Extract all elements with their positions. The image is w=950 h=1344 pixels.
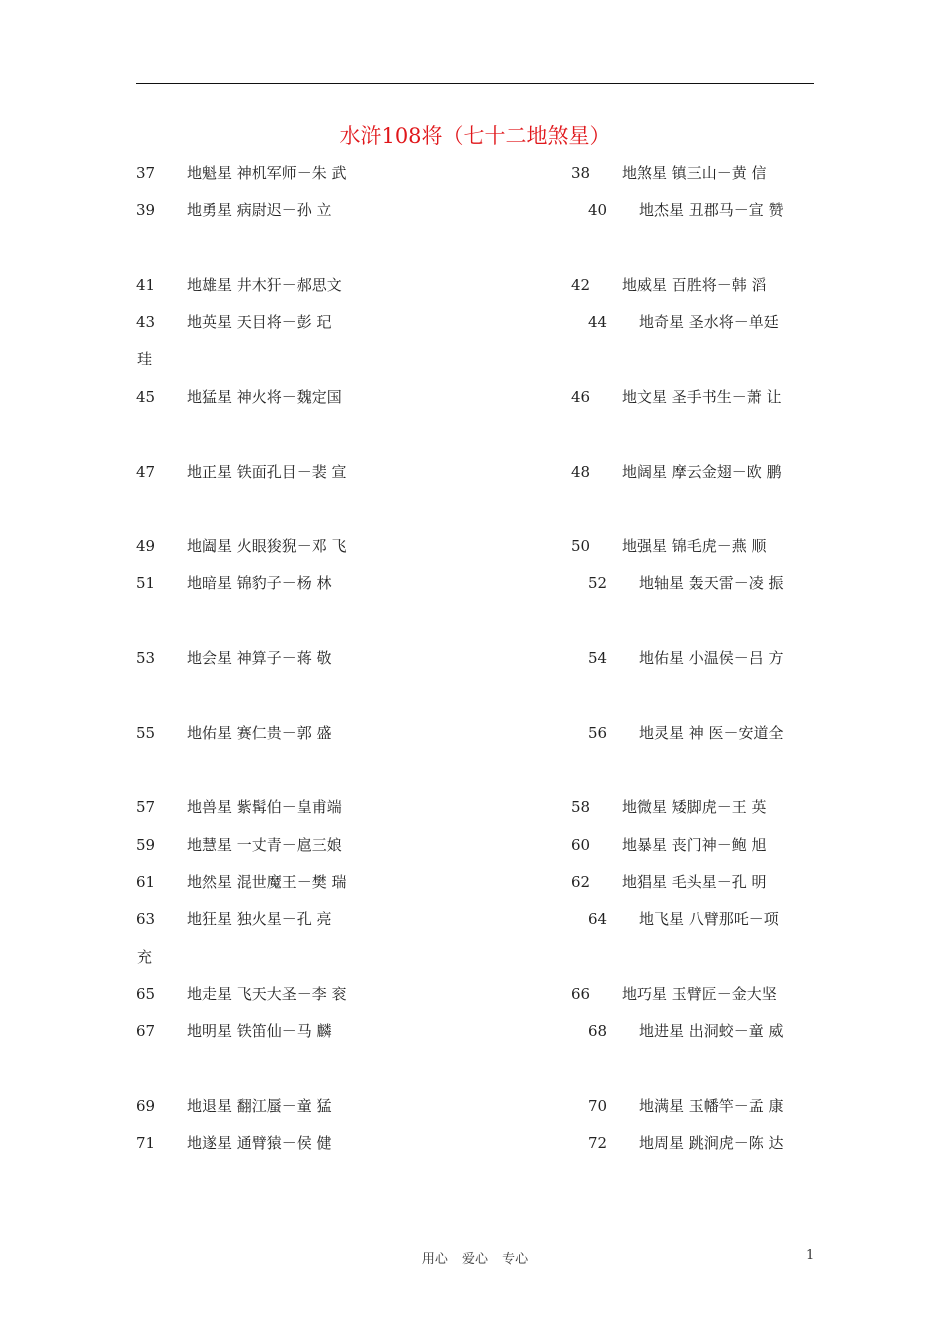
entry-text: 地然星 混世魔王－樊 瑞 (187, 873, 347, 891)
entry-44 (588, 312, 779, 332)
entry-46 (571, 387, 782, 407)
entry-number: 60 (571, 836, 591, 854)
entry-number: 72 (588, 1134, 608, 1152)
entry-text: 地满星 玉幡竿－孟 康 (639, 1097, 784, 1115)
entry-54 (588, 648, 784, 668)
entry-39 (136, 200, 332, 220)
entry-45 (136, 387, 342, 407)
entry-text: 地明星 铁笛仙－马 麟 (187, 1022, 332, 1040)
entry-51 (136, 573, 332, 593)
entry-number: 39 (136, 201, 156, 219)
page-title: 水浒108将（七十二地煞星） (339, 124, 611, 148)
entry-number: 56 (588, 724, 608, 742)
entry-number: 59 (136, 836, 156, 854)
entry-text: 地佑星 赛仁贵－郭 盛 (187, 724, 332, 742)
entry-number: 66 (571, 985, 591, 1003)
entry-text: 地杰星 丑郡马－宣 赞 (639, 201, 784, 219)
entry-71 (136, 1133, 332, 1153)
entry-text: 地正星 铁面孔目－裴 宣 (187, 463, 347, 481)
entry-37 (136, 163, 347, 183)
entry-65 (136, 984, 347, 1004)
entry-59 (136, 835, 342, 855)
entry-text: 地猖星 毛头星－孔 明 (622, 873, 767, 891)
entry-70 (588, 1096, 784, 1116)
entry-text: 地英星 天目将－彭 玘 (187, 313, 332, 331)
entry-number: 67 (136, 1022, 156, 1040)
entry-text: 地走星 飞天大圣－李 衮 (187, 985, 347, 1003)
entry-68 (588, 1021, 784, 1041)
entry-number: 68 (588, 1022, 608, 1040)
entry-number: 37 (136, 164, 156, 182)
header-rule (136, 83, 814, 84)
entry-text: 地兽星 紫髯伯－皇甫端 (187, 798, 342, 816)
entry-40 (588, 200, 784, 220)
entry-66 (571, 984, 777, 1004)
entry-67 (136, 1021, 332, 1041)
entry-50 (571, 536, 767, 556)
entry-text: 地勇星 病尉迟－孙 立 (187, 201, 332, 219)
entry-number: 49 (136, 537, 156, 555)
entry-57 (136, 797, 342, 817)
entry-47 (136, 462, 347, 482)
entry-text: 地会星 神算子－蒋 敬 (187, 649, 332, 667)
entry-text: 地轴星 轰天雷－凌 振 (639, 574, 784, 592)
entry-56 (588, 723, 784, 743)
entry-number: 64 (588, 910, 608, 928)
entry-number: 41 (136, 276, 156, 294)
entry-text: 地强星 锦毛虎－燕 顺 (622, 537, 767, 555)
entry-text: 地阔星 摩云金翅－欧 鹏 (622, 463, 782, 481)
entry-38 (571, 163, 767, 183)
wrapped-char: 珪 (137, 350, 153, 368)
entry-number: 54 (588, 649, 608, 667)
entry-text: 地周星 跳涧虎－陈 达 (639, 1134, 784, 1152)
entry-49 (136, 536, 347, 556)
entry-text: 地猛星 神火将－魏定国 (187, 388, 342, 406)
entry-number: 69 (136, 1097, 156, 1115)
entry-69 (136, 1096, 332, 1116)
entry-number: 55 (136, 724, 156, 742)
entry-62 (571, 872, 767, 892)
entry-number: 71 (136, 1134, 156, 1152)
entry-text: 地进星 出洞蛟－童 威 (639, 1022, 784, 1040)
entry-43 (136, 312, 332, 332)
wrapped-char: 充 (137, 948, 153, 966)
entry-number: 61 (136, 873, 156, 891)
entry-number: 45 (136, 388, 156, 406)
entry-number: 53 (136, 649, 156, 667)
entry-72 (588, 1133, 784, 1153)
entry-number: 63 (136, 910, 156, 928)
entry-41 (136, 275, 342, 295)
entry-text: 地暗星 锦豹子－杨 林 (187, 574, 332, 592)
entry-text: 地佑星 小温侯－吕 方 (639, 649, 784, 667)
entry-number: 52 (588, 574, 608, 592)
entry-55 (136, 723, 332, 743)
entry-53 (136, 648, 332, 668)
entry-text: 地阖星 火眼狻猊－邓 飞 (187, 537, 347, 555)
entry-text: 地煞星 镇三山－黄 信 (622, 164, 767, 182)
entry-number: 57 (136, 798, 156, 816)
entry-number: 46 (571, 388, 591, 406)
entry-text: 地暴星 丧门神－鲍 旭 (622, 836, 767, 854)
entry-number: 44 (588, 313, 608, 331)
entry-text: 地雄星 井木犴－郝思文 (187, 276, 342, 294)
entry-text: 地文星 圣手书生－萧 让 (622, 388, 782, 406)
entry-number: 48 (571, 463, 591, 481)
entry-60 (571, 835, 767, 855)
entry-42 (571, 275, 767, 295)
entry-text: 地巧星 玉臂匠－金大坚 (622, 985, 777, 1003)
entry-text: 地慧星 一丈青－扈三娘 (187, 836, 342, 854)
entry-text: 地魁星 神机军师－朱 武 (187, 164, 347, 182)
entry-number: 50 (571, 537, 591, 555)
entry-number: 43 (136, 313, 156, 331)
entry-text: 地威星 百胜将－韩 滔 (622, 276, 767, 294)
entry-text: 地退星 翻江蜃－童 猛 (187, 1097, 332, 1115)
entry-number: 42 (571, 276, 591, 294)
entry-text: 地遂星 通臂猿－侯 健 (187, 1134, 332, 1152)
entry-number: 51 (136, 574, 156, 592)
entry-52 (588, 573, 784, 593)
page-footer: 用心 爱心 专心 (421, 1252, 529, 1267)
entry-number: 65 (136, 985, 156, 1003)
page-number: 1 (806, 1248, 815, 1263)
entry-63 (136, 909, 332, 929)
entry-text: 地奇星 圣水将－单廷 (639, 313, 779, 331)
entry-number: 47 (136, 463, 156, 481)
entry-61 (136, 872, 347, 892)
entry-text: 地飞星 八臂那吒－项 (639, 910, 779, 928)
entry-58 (571, 797, 767, 817)
entry-48 (571, 462, 782, 482)
entry-number: 58 (571, 798, 591, 816)
entry-number: 38 (571, 164, 591, 182)
entry-64 (588, 909, 779, 929)
entry-text: 地狂星 独火星－孔 亮 (187, 910, 332, 928)
entry-text: 地灵星 神 医－安道全 (639, 724, 784, 742)
entry-number: 62 (571, 873, 591, 891)
entry-number: 70 (588, 1097, 608, 1115)
entry-number: 40 (588, 201, 608, 219)
entry-text: 地微星 矮脚虎－王 英 (622, 798, 767, 816)
